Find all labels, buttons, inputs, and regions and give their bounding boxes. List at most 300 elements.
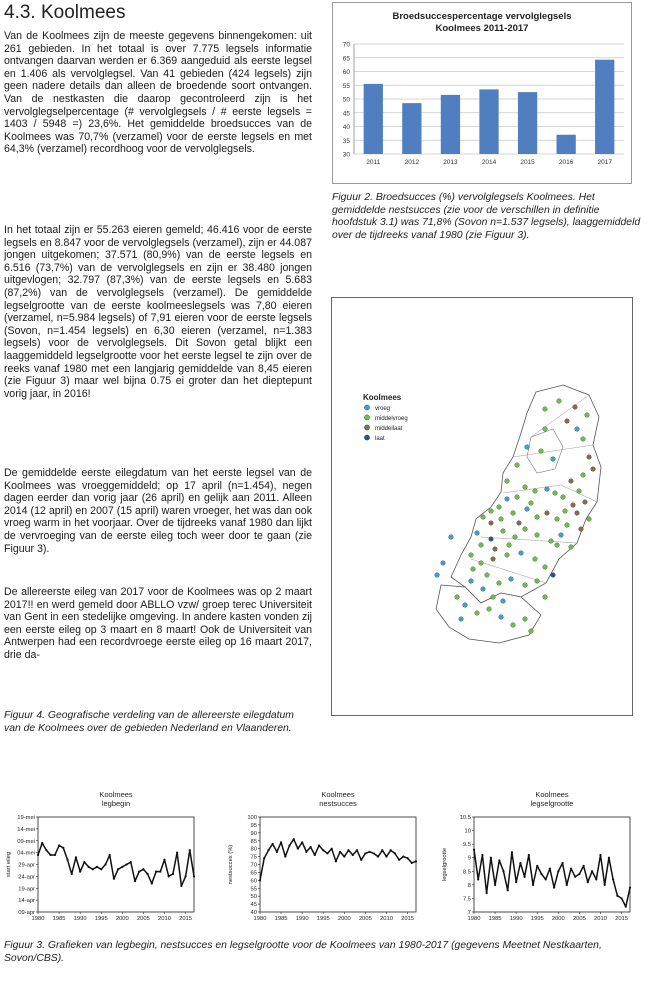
data-point bbox=[574, 876, 576, 878]
x-tick-label: 2012 bbox=[404, 159, 420, 166]
map-dot bbox=[543, 427, 548, 432]
y-tick-label: 55 bbox=[250, 886, 257, 893]
y-tick-label: 8 bbox=[467, 882, 471, 889]
data-point bbox=[288, 844, 290, 846]
map-dot bbox=[555, 517, 560, 522]
y-tick-label: 10 bbox=[464, 828, 471, 835]
data-point bbox=[92, 868, 94, 870]
paragraph-1: Van de Koolmees zijn de meeste gegevens binnengekomen: uit 261 gebieden. In het totaal is over 7.775 legsels informatie ontvangen daarvan werden er 6.369 aangeduid als eerste legsel en 1.406 als vervolglegsel. Van 41 gebieden (424 legsels) zijn geen nadere details dan alleen de broedende soort ontvangen. Van de nestkasten die daarop gecontroleerd zijn is het vervolglegselpercentage (# vervolglegsels / # eerste legsels = 1403 / 5948 =) 23,6%. Het gemiddelde broedsucces van de Koolmees was 70,7% (verzamel) voor de eerste legsels en met 64,3% (verzamel) recordhoog voor de vervolglegsels. bbox=[4, 30, 312, 156]
x-tick-label: 1985 bbox=[488, 916, 502, 922]
data-point bbox=[507, 889, 509, 891]
map-dot bbox=[441, 561, 446, 566]
line-chart-legbegin bbox=[0, 788, 200, 926]
paragraph-4: De allereerste eileg van 2017 voor de Koolmees was op 2 maart 2017!! en werd gemeld door ABLLO vzw/ groep terec Universiteit van Gent in een stedelijke omgeving. In andere kasten vonden zij een eerste eileg op 3 maart en 8 maart! Ook de Universiteit van Antwerpen had een recordvroege eerste eileg op 16 maart 2017, drie da- bbox=[4, 586, 312, 661]
y-tick-label: 04-mei bbox=[17, 850, 35, 857]
bar-2017 bbox=[595, 60, 614, 154]
data-point bbox=[612, 878, 614, 880]
map-dot bbox=[571, 503, 576, 508]
map-dot bbox=[489, 537, 494, 542]
map-dot bbox=[545, 511, 550, 516]
map-dot bbox=[507, 543, 512, 548]
map-dot bbox=[523, 583, 528, 588]
map-dot bbox=[573, 405, 578, 410]
data-point bbox=[411, 862, 413, 864]
map-dot bbox=[505, 553, 510, 558]
bar-2014 bbox=[479, 89, 498, 154]
data-point bbox=[549, 867, 551, 869]
legend-label: middelvroeg bbox=[375, 416, 408, 422]
data-point bbox=[394, 852, 396, 854]
map-dot bbox=[491, 557, 496, 562]
map-dot bbox=[591, 467, 596, 472]
data-point bbox=[604, 884, 606, 886]
map-dot bbox=[485, 573, 490, 578]
map-dot bbox=[551, 457, 556, 462]
map-dot bbox=[479, 561, 484, 566]
map-dot bbox=[565, 419, 570, 424]
data-point bbox=[71, 873, 73, 875]
data-point bbox=[45, 849, 47, 851]
map-dot bbox=[575, 511, 580, 516]
map-dot bbox=[577, 489, 582, 494]
data-point bbox=[280, 841, 282, 843]
y-tick-label: 24-apr bbox=[18, 874, 35, 881]
x-tick-label: 2000 bbox=[551, 916, 565, 922]
map-dot bbox=[561, 495, 566, 500]
data-point bbox=[583, 865, 585, 867]
map-dot bbox=[555, 543, 560, 548]
y-tick-label: 55 bbox=[342, 82, 350, 90]
data-point bbox=[159, 871, 161, 873]
data-point bbox=[168, 875, 170, 877]
data-point bbox=[155, 871, 157, 873]
x-tick-label: 1990 bbox=[295, 916, 309, 922]
y-tick-label: 7 bbox=[467, 910, 471, 916]
data-point bbox=[377, 855, 379, 857]
bar-2011 bbox=[364, 84, 383, 154]
y-tick-label: 19-apr bbox=[18, 886, 35, 893]
y-tick-label: 75 bbox=[250, 854, 257, 861]
y-tick-label: 45 bbox=[250, 902, 257, 909]
x-tick-label: 2016 bbox=[558, 159, 574, 166]
x-tick-label: 1990 bbox=[509, 916, 523, 922]
map-dot bbox=[529, 501, 534, 506]
map-dot bbox=[539, 449, 544, 454]
data-point bbox=[498, 859, 500, 861]
paragraph-3: De gemiddelde eerste eilegdatum van het eerste legsel van de Koolmees was vroeggemiddeld; op 17 april (n=1.454), negen dagen eerder dan vorig jaar (26 april) en gelijk aan 2011. Alleen 2014 (12 april) en 2007 (15 april) waren vroeger, het was dan ook vroeg warm in het voorjaar. Over de tijdreeks vanaf 1980 dan lijkt de vervroeging van de eerste eileg toch weer door te gaan (zie Figuur 3). bbox=[4, 467, 312, 555]
bar-2016 bbox=[557, 135, 576, 154]
map-dot bbox=[549, 539, 554, 544]
data-point bbox=[381, 849, 383, 851]
legend-label: vroeg bbox=[375, 406, 391, 412]
data-point bbox=[79, 871, 81, 873]
map-dot bbox=[497, 581, 502, 586]
map-dot bbox=[523, 617, 528, 622]
chart-title-line-2: nestsucces bbox=[319, 799, 357, 808]
data-point bbox=[41, 842, 43, 844]
data-point bbox=[259, 879, 261, 881]
map-dot bbox=[517, 521, 522, 526]
data-point bbox=[37, 854, 39, 856]
data-point bbox=[599, 854, 601, 856]
y-tick-label: 65 bbox=[250, 870, 257, 877]
data-point bbox=[616, 895, 618, 897]
map-dot bbox=[511, 623, 516, 628]
map-dot bbox=[491, 595, 496, 600]
map-dot bbox=[523, 527, 528, 532]
map-dot bbox=[557, 399, 562, 404]
x-tick-label: 2010 bbox=[594, 916, 607, 922]
data-point bbox=[540, 873, 542, 875]
x-tick-label: 2015 bbox=[520, 159, 535, 166]
data-point bbox=[172, 873, 174, 875]
data-point bbox=[519, 862, 521, 864]
data-point bbox=[104, 863, 106, 865]
data-point bbox=[147, 873, 149, 875]
map-dot bbox=[449, 535, 454, 540]
data-point bbox=[58, 844, 60, 846]
map-dot bbox=[489, 521, 494, 526]
x-tick-label: 2015 bbox=[179, 916, 193, 922]
y-axis-label: start eileg bbox=[6, 851, 12, 878]
map-dot bbox=[459, 617, 464, 622]
data-point bbox=[352, 854, 354, 856]
y-tick-label: 29-apr bbox=[18, 862, 35, 869]
map-dot bbox=[493, 547, 498, 552]
x-tick-label: 1980 bbox=[31, 916, 45, 922]
data-point bbox=[536, 865, 538, 867]
figure-3-caption: Figuur 3. Grafieken van legbegin, nestsucces en legselgrootte voor de Koolmees van 1980-2017 (gegevens Meetnet Nestkaarten, Sovon/CBS). bbox=[4, 940, 602, 964]
data-point bbox=[625, 905, 627, 907]
map-dot bbox=[481, 587, 486, 592]
data-point bbox=[305, 851, 307, 853]
y-tick-label: 70 bbox=[250, 862, 257, 869]
x-tick-label: 2017 bbox=[597, 159, 612, 166]
data-point bbox=[561, 862, 563, 864]
data-point bbox=[486, 892, 488, 894]
data-point bbox=[142, 868, 144, 870]
data-point bbox=[398, 859, 400, 861]
map-dot bbox=[501, 529, 506, 534]
data-point bbox=[360, 859, 362, 861]
y-tick-label: 100 bbox=[247, 815, 257, 821]
map-dot bbox=[553, 491, 558, 496]
data-point bbox=[263, 857, 265, 859]
chart-title: Koolmees bbox=[535, 790, 569, 799]
y-tick-label: 9.5 bbox=[462, 842, 471, 849]
map-dot bbox=[563, 509, 568, 514]
plot-frame bbox=[38, 817, 194, 912]
data-point bbox=[314, 854, 316, 856]
map-figure bbox=[331, 297, 633, 716]
bar-2013 bbox=[441, 95, 460, 154]
data-point bbox=[629, 886, 631, 888]
map-dot bbox=[565, 523, 570, 528]
x-tick-label: 2013 bbox=[443, 159, 458, 166]
map-dot bbox=[533, 557, 538, 562]
map-dot bbox=[535, 515, 540, 520]
legend-swatch bbox=[364, 435, 369, 440]
y-tick-label: 30 bbox=[342, 151, 350, 159]
map-dot bbox=[515, 463, 520, 468]
map-dot bbox=[581, 473, 586, 478]
y-tick-label: 50 bbox=[250, 894, 257, 901]
bar-2012 bbox=[402, 103, 421, 154]
x-tick-label: 1990 bbox=[73, 916, 87, 922]
map-dot bbox=[535, 579, 540, 584]
legend-title: Koolmees bbox=[363, 393, 402, 402]
data-point bbox=[297, 848, 299, 850]
y-tick-label: 50 bbox=[342, 96, 350, 104]
map-dot bbox=[543, 595, 548, 600]
map-dot bbox=[479, 543, 484, 548]
figure-4-caption: Figuur 4. Geografische verdeling van de allereerste eilegdatum van de Koolmees over de gebieden Nederland en Vlaanderen. bbox=[4, 710, 294, 734]
data-point bbox=[193, 875, 195, 877]
y-axis-ticks bbox=[343, 42, 351, 159]
data-point bbox=[109, 854, 111, 856]
map-dot bbox=[497, 505, 502, 510]
data-point bbox=[125, 863, 127, 865]
map-dot bbox=[471, 567, 476, 572]
x-tick-label: 2000 bbox=[115, 916, 129, 922]
map-dot bbox=[463, 603, 468, 608]
data-point bbox=[54, 854, 56, 856]
data-point bbox=[402, 855, 404, 857]
data-point bbox=[134, 880, 136, 882]
y-tick-label: 40 bbox=[250, 910, 257, 916]
map-dot bbox=[487, 607, 492, 612]
data-point bbox=[356, 849, 358, 851]
data-point bbox=[545, 878, 547, 880]
data-point bbox=[415, 860, 417, 862]
y-tick-label: 35 bbox=[342, 137, 350, 145]
map-dot bbox=[551, 573, 556, 578]
map-dot bbox=[569, 545, 574, 550]
data-point bbox=[369, 851, 371, 853]
map-dot bbox=[579, 527, 584, 532]
data-point bbox=[335, 860, 337, 862]
x-tick-label: 2005 bbox=[136, 916, 150, 922]
y-tick-label: 70 bbox=[342, 41, 350, 49]
data-point bbox=[502, 870, 504, 872]
data-point bbox=[591, 870, 593, 872]
legend-label: laat bbox=[375, 436, 385, 442]
x-tick-label: 2005 bbox=[572, 916, 586, 922]
map-dot bbox=[529, 629, 534, 634]
data-point bbox=[477, 878, 479, 880]
plot-frame bbox=[474, 817, 630, 912]
x-tick-label: 1995 bbox=[530, 916, 544, 922]
data-point bbox=[272, 843, 274, 845]
map-dot bbox=[525, 507, 530, 512]
data-point bbox=[385, 855, 387, 857]
data-point bbox=[515, 881, 517, 883]
data-point bbox=[293, 838, 295, 840]
data-point bbox=[608, 857, 610, 859]
data-point bbox=[481, 854, 483, 856]
data-point bbox=[189, 849, 191, 851]
map-dot bbox=[499, 615, 504, 620]
data-point bbox=[331, 848, 333, 850]
map-dot bbox=[509, 577, 514, 582]
data-point bbox=[176, 852, 178, 854]
data-point bbox=[301, 841, 303, 843]
x-tick-label: 2014 bbox=[481, 159, 497, 166]
data-point bbox=[595, 878, 597, 880]
map-dot bbox=[475, 531, 480, 536]
figure-2-caption: Figuur 2. Broedsucces (%) vervolglegsels Koolmees. Het gemiddelde nestsucces (zie voor de verschillen in definitie hoofdstuk 3.1) was 71,8% (Sovon n=1.537 legsels), laaggemiddeld over de tijdreeks vanaf 1980 (zie Figuur 3). bbox=[332, 192, 641, 241]
y-axis-label: nestsucces (%) bbox=[228, 844, 234, 885]
y-axis-label: legselgrootte bbox=[442, 847, 448, 882]
map-dot bbox=[489, 509, 494, 514]
data-point bbox=[138, 871, 140, 873]
chart-title: Koolmees bbox=[99, 790, 133, 799]
data-point bbox=[523, 876, 525, 878]
y-tick-label: 7.5 bbox=[462, 896, 471, 903]
y-tick-label: 45 bbox=[342, 110, 350, 118]
map-dot bbox=[533, 489, 538, 494]
data-point bbox=[557, 870, 559, 872]
map-dot bbox=[543, 407, 548, 412]
data-point bbox=[151, 882, 153, 884]
y-tick-label: 85 bbox=[250, 838, 257, 845]
data-point bbox=[473, 848, 475, 850]
paragraph-2: In het totaal zijn er 55.263 eieren gemeld; 46.416 voor de eerste legsels en 8.847 voor de vervolglegsels (verzamel), zijn er 44.087 jongen uitgekomen; 37.571 (80,9%) van de eerste legsels en 6.516 (73,7%) van de vervolglegsels en zijn er 38.480 jongen uitgevlogen; 32.797 (87,3%) van de eerste legsels en 5.683 (87,2%) van de vervolglegsels (verzamel). De gemiddelde legselgrootte van de eerste koolmeeslegsels was 7,80 eieren (verzamel, n=5.984 legsels) of 7,91 eieren voor de eerste legsels (Sovon, n=1.454 legsels) en 6,30 eieren (verzamel, n=1.383 legsels) voor de vervolglegsels. Dit Sovon getal blijkt een laaggemiddeld legselgrootte voor het eerste legsel te zijn over de reeks vanaf 1980 met een langjarig gemiddelde van 8,45 eieren (zie Figuur 3) maar wel bijna 0.75 ei groter dan het dieptepunt vorig jaar, in 2016! bbox=[4, 224, 312, 400]
chart-title: Broedsuccespercentage vervolglegsels bbox=[392, 11, 572, 22]
data-point bbox=[339, 851, 341, 853]
data-point bbox=[532, 884, 534, 886]
data-point bbox=[511, 851, 513, 853]
map-dot bbox=[575, 427, 580, 432]
bar-chart bbox=[332, 2, 632, 184]
data-point bbox=[566, 884, 568, 886]
section-title: 4.3. Koolmees bbox=[4, 2, 126, 23]
x-tick-label: 2015 bbox=[615, 916, 629, 922]
map-dot bbox=[435, 573, 440, 578]
map-dot bbox=[515, 495, 520, 500]
data-point bbox=[373, 852, 375, 854]
y-tick-label: 60 bbox=[342, 69, 350, 76]
map-dot bbox=[501, 599, 506, 604]
data-point bbox=[343, 855, 345, 857]
y-tick-label: 8.5 bbox=[462, 869, 471, 876]
map-dot bbox=[525, 445, 530, 450]
chart-title: Koolmees bbox=[321, 790, 355, 799]
map-dot bbox=[511, 511, 516, 516]
chart-title-line-2: legselgrootte bbox=[530, 799, 574, 808]
data-point bbox=[75, 856, 77, 858]
y-tick-label: 40 bbox=[342, 124, 350, 131]
y-tick-label: 80 bbox=[250, 846, 257, 853]
y-tick-label: 90 bbox=[250, 830, 257, 837]
map-dot bbox=[499, 517, 504, 522]
y-tick-label: 09-apr bbox=[18, 910, 35, 916]
y-tick-label: 14-apr bbox=[18, 898, 35, 905]
line-chart-legselgrootte bbox=[436, 788, 636, 926]
data-point bbox=[570, 867, 572, 869]
map-dot bbox=[585, 413, 590, 418]
map-dot bbox=[587, 517, 592, 522]
legend-swatch bbox=[364, 425, 369, 430]
x-tick-label: 2010 bbox=[380, 916, 393, 922]
map-dot bbox=[475, 611, 480, 616]
y-tick-label: 10.5 bbox=[459, 815, 471, 821]
data-point bbox=[100, 868, 102, 870]
x-tick-label: 1985 bbox=[274, 916, 288, 922]
data-point bbox=[347, 849, 349, 851]
map-dot bbox=[535, 533, 540, 538]
chart-title-line-2: legbegin bbox=[101, 799, 131, 808]
data-point bbox=[364, 852, 366, 854]
x-tick-label: 1995 bbox=[94, 916, 108, 922]
y-tick-label: 65 bbox=[342, 55, 350, 63]
x-tick-label: 2000 bbox=[337, 916, 351, 922]
data-point bbox=[326, 852, 328, 854]
x-tick-label: 2015 bbox=[401, 916, 415, 922]
y-tick-label: 14-mei bbox=[17, 826, 35, 833]
data-point bbox=[130, 861, 132, 863]
y-tick-label: 09-mei bbox=[17, 838, 35, 845]
data-point bbox=[50, 854, 52, 856]
map-dot bbox=[587, 455, 592, 460]
data-point bbox=[66, 859, 68, 861]
data-point bbox=[284, 855, 286, 857]
plot-frame bbox=[260, 817, 416, 912]
map-dot bbox=[505, 497, 510, 502]
x-tick-label: 1995 bbox=[316, 916, 330, 922]
map-dot bbox=[519, 551, 524, 556]
data-point bbox=[87, 866, 89, 868]
data-point bbox=[309, 846, 311, 848]
map-dot bbox=[469, 579, 474, 584]
map-dot bbox=[583, 500, 588, 505]
x-tick-label: 1985 bbox=[52, 916, 66, 922]
data-point bbox=[406, 857, 408, 859]
data-point bbox=[620, 897, 622, 899]
data-point bbox=[390, 849, 392, 851]
data-point bbox=[180, 885, 182, 887]
map-dot bbox=[455, 595, 460, 600]
map-dot bbox=[581, 437, 586, 442]
x-tick-label: 1980 bbox=[467, 916, 481, 922]
map-dot bbox=[543, 565, 548, 570]
data-point bbox=[62, 847, 64, 849]
data-point bbox=[490, 857, 492, 859]
bar-2015 bbox=[518, 92, 537, 154]
data-point bbox=[117, 868, 119, 870]
map-dot bbox=[569, 479, 574, 484]
data-point bbox=[121, 866, 123, 868]
map-dot bbox=[523, 485, 528, 490]
x-tick-label: 2010 bbox=[158, 916, 171, 922]
data-point bbox=[494, 884, 496, 886]
legend-label: middellaat bbox=[375, 426, 403, 432]
x-tick-label: 2005 bbox=[358, 916, 372, 922]
data-point bbox=[276, 851, 278, 853]
map-dot bbox=[481, 515, 486, 520]
data-point bbox=[528, 854, 530, 856]
chart-title-line-2: Koolmees 2011-2017 bbox=[435, 23, 529, 34]
legend-swatch bbox=[364, 405, 369, 410]
data-point bbox=[267, 849, 269, 851]
x-tick-label: 2011 bbox=[366, 159, 381, 166]
y-tick-label: 95 bbox=[250, 822, 257, 829]
data-point bbox=[113, 878, 115, 880]
y-tick-label: 9 bbox=[467, 855, 471, 862]
map-dot bbox=[505, 479, 510, 484]
data-point bbox=[578, 873, 580, 875]
map-dot bbox=[545, 487, 550, 492]
